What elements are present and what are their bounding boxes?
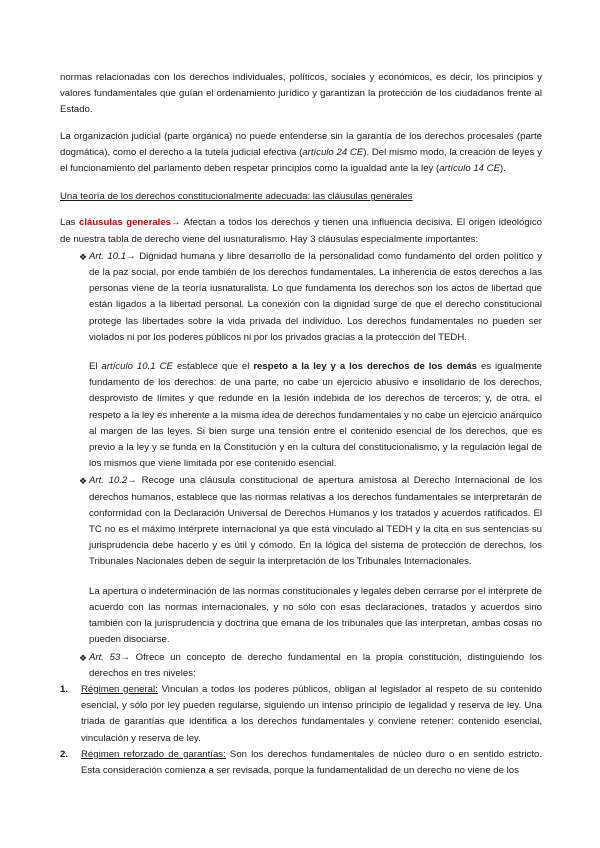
item-number: 1. xyxy=(60,683,69,695)
section-heading: Una teoría de los derechos constitucionalmente adecuada: las cláusulas generales xyxy=(60,191,413,203)
paragraph-judicial-organization: La organización judicial (parte orgánica) no puede entenderse sin la garantía de los derechos procesales (parte dogmática), como el derecho a la tutela judicial efectiva (artículo 24 CE). Del mismo modo, la creación de leyes y el funcionamiento del parlamento deben respetar principios como la igualdad ante la ley (artículo 14 CE). xyxy=(60,130,542,175)
paragraph-general-clauses: Las cláusulas generales→ Afectan a todos los derechos y tienen una influencia decisiva. El origen ideológico de nuestra tabla de derecho viene del iusnaturalismo. Hay 3 cláusulas especialmente importantes: xyxy=(60,217,542,245)
item-title: Régimen general: xyxy=(81,683,158,695)
reference-art-10-2: Art. 10.2 xyxy=(89,475,128,487)
reference-article-10-1: artículo 10.1 CE xyxy=(101,361,173,373)
item-number: 2. xyxy=(60,748,69,760)
term-general-clauses: cláusulas generales xyxy=(78,217,172,229)
diamond-bullet-icon: ❖ xyxy=(79,652,88,663)
numbered-item-2: 2. Régimen reforzado de garantías: Son los derechos fundamentales de núcleo duro o en sentido estricto. Esta consideración comienza a ser revisada, porque la fundamentalidad de un derecho no viene de los xyxy=(60,748,542,776)
reference-article-24: artículo 24 CE xyxy=(302,146,364,158)
numbered-item-1: 1. Régimen general: Vinculan a todos los poderes públicos, obligan al legislador al respeto de su contenido esencial, y sólo por ley pueden regularse, siguiendo un intenso principio de legalidad y reserva de ley. Una triada de garantías que identifica a los derechos fundamentales y conviene retener: contenido esencial, vinculación y reserva de ley. xyxy=(60,683,542,744)
reference-art-10-1: Art. 10.1 xyxy=(89,250,127,262)
list-item-art-53: ❖ Art. 53→ Ofrece un concepto de derecho fundamental en la propia constitución, distinguiendo los derechos en tres niveles: xyxy=(79,651,543,679)
paragraph-art-10-2-detail: La apertura o indeterminación de las normas constitucionales y legales deben cerrarse por el intérprete de acuerdo con las normas internacionales, y no sólo con esas declaraciones, tratados y acuerdos sino también con la jurisprudencia y doctrina que emana de los tribunales que las interpretan, ambas cosas no pueden disociarse. xyxy=(89,585,542,646)
paragraph-continuation: normas relacionadas con los derechos individuales, políticos, sociales y económicos, es decir, los principios y valores fundamentales que guían el ordenamiento jurídico y garantizan la protección de los ciudadanos frente al Estado. xyxy=(60,72,542,116)
document-page xyxy=(60,70,542,779)
reference-article-14: artículo 14 CE xyxy=(439,163,500,175)
item-title: Régimen reforzado de garantías: xyxy=(81,748,226,760)
diamond-bullet-icon: ❖ xyxy=(79,476,88,487)
list-item-art-10-1: ❖ Art. 10.1→ Dignidad humana y libre desarrollo de la personalidad como fundamento del orden político y de la paz social, por ende también de los derechos fundamentales. La inherencia de estos derechos a las personas viene de la teoría iusnaturalista. Lo que fundamenta los derechos son los actos de libertad que están ligados a la libertad personal. La conexión con la dignidad surge de que el derecho constitucional protege las libertades sobre la vida privada del individuo. Los derechos fundamentales no pueden ser violados ni por los poderes públicos ni por los privados gracias a la protección del TEDH. xyxy=(79,250,543,343)
list-item-art-10-2: ❖ Art. 10.2→ Recoge una cláusula constitucional de apertura amistosa al Derecho Internacional de los derechos humanos, establece que las normas relativas a los derechos fundamentales se interpretarán de conformidad con la Declaración Universal de Derechos Humanos y los tratados y acuerdos ratificados. El TC no es el máximo intérprete internacional ya que está vinculado al TEDH y la cita en sus sentencias su jurisprudencia debe hacerlo y es útil y cómodo. En la lógica del sistema de protección de derechos, los Tribunales Nacionales deben de seguir la interpretación de los Tribunales Internacionales. xyxy=(79,475,543,568)
reference-art-53: Art. 53 xyxy=(89,651,121,663)
diamond-bullet-icon: ❖ xyxy=(79,251,88,262)
bold-respect-law: respeto a la ley y a los derechos de los demás xyxy=(253,361,477,373)
paragraph-art-10-1-detail: El artículo 10.1 CE establece que el respeto a la ley y a los derechos de los demás es igualmente fundamento de los derechos: de una parte, no cabe un ejercicio abusivo e insolidario de los derechos, desprovisto de límites y que redunde en la lesión indebida de los derechos de terceros; y, de otra, el respeto a la ley es inherente a la misma idea de derechos fundamentales y no cabe un ejercicio anárquico al margen de las leyes. Si bien surge una tensión entre el contenido esencial de los derechos, que es previo a la ley y se funda en la Constitución y en la cultura del constitucionalismo, y la regulación legal de los mismos que viene limitada por ese contenido esencial. xyxy=(89,361,542,470)
